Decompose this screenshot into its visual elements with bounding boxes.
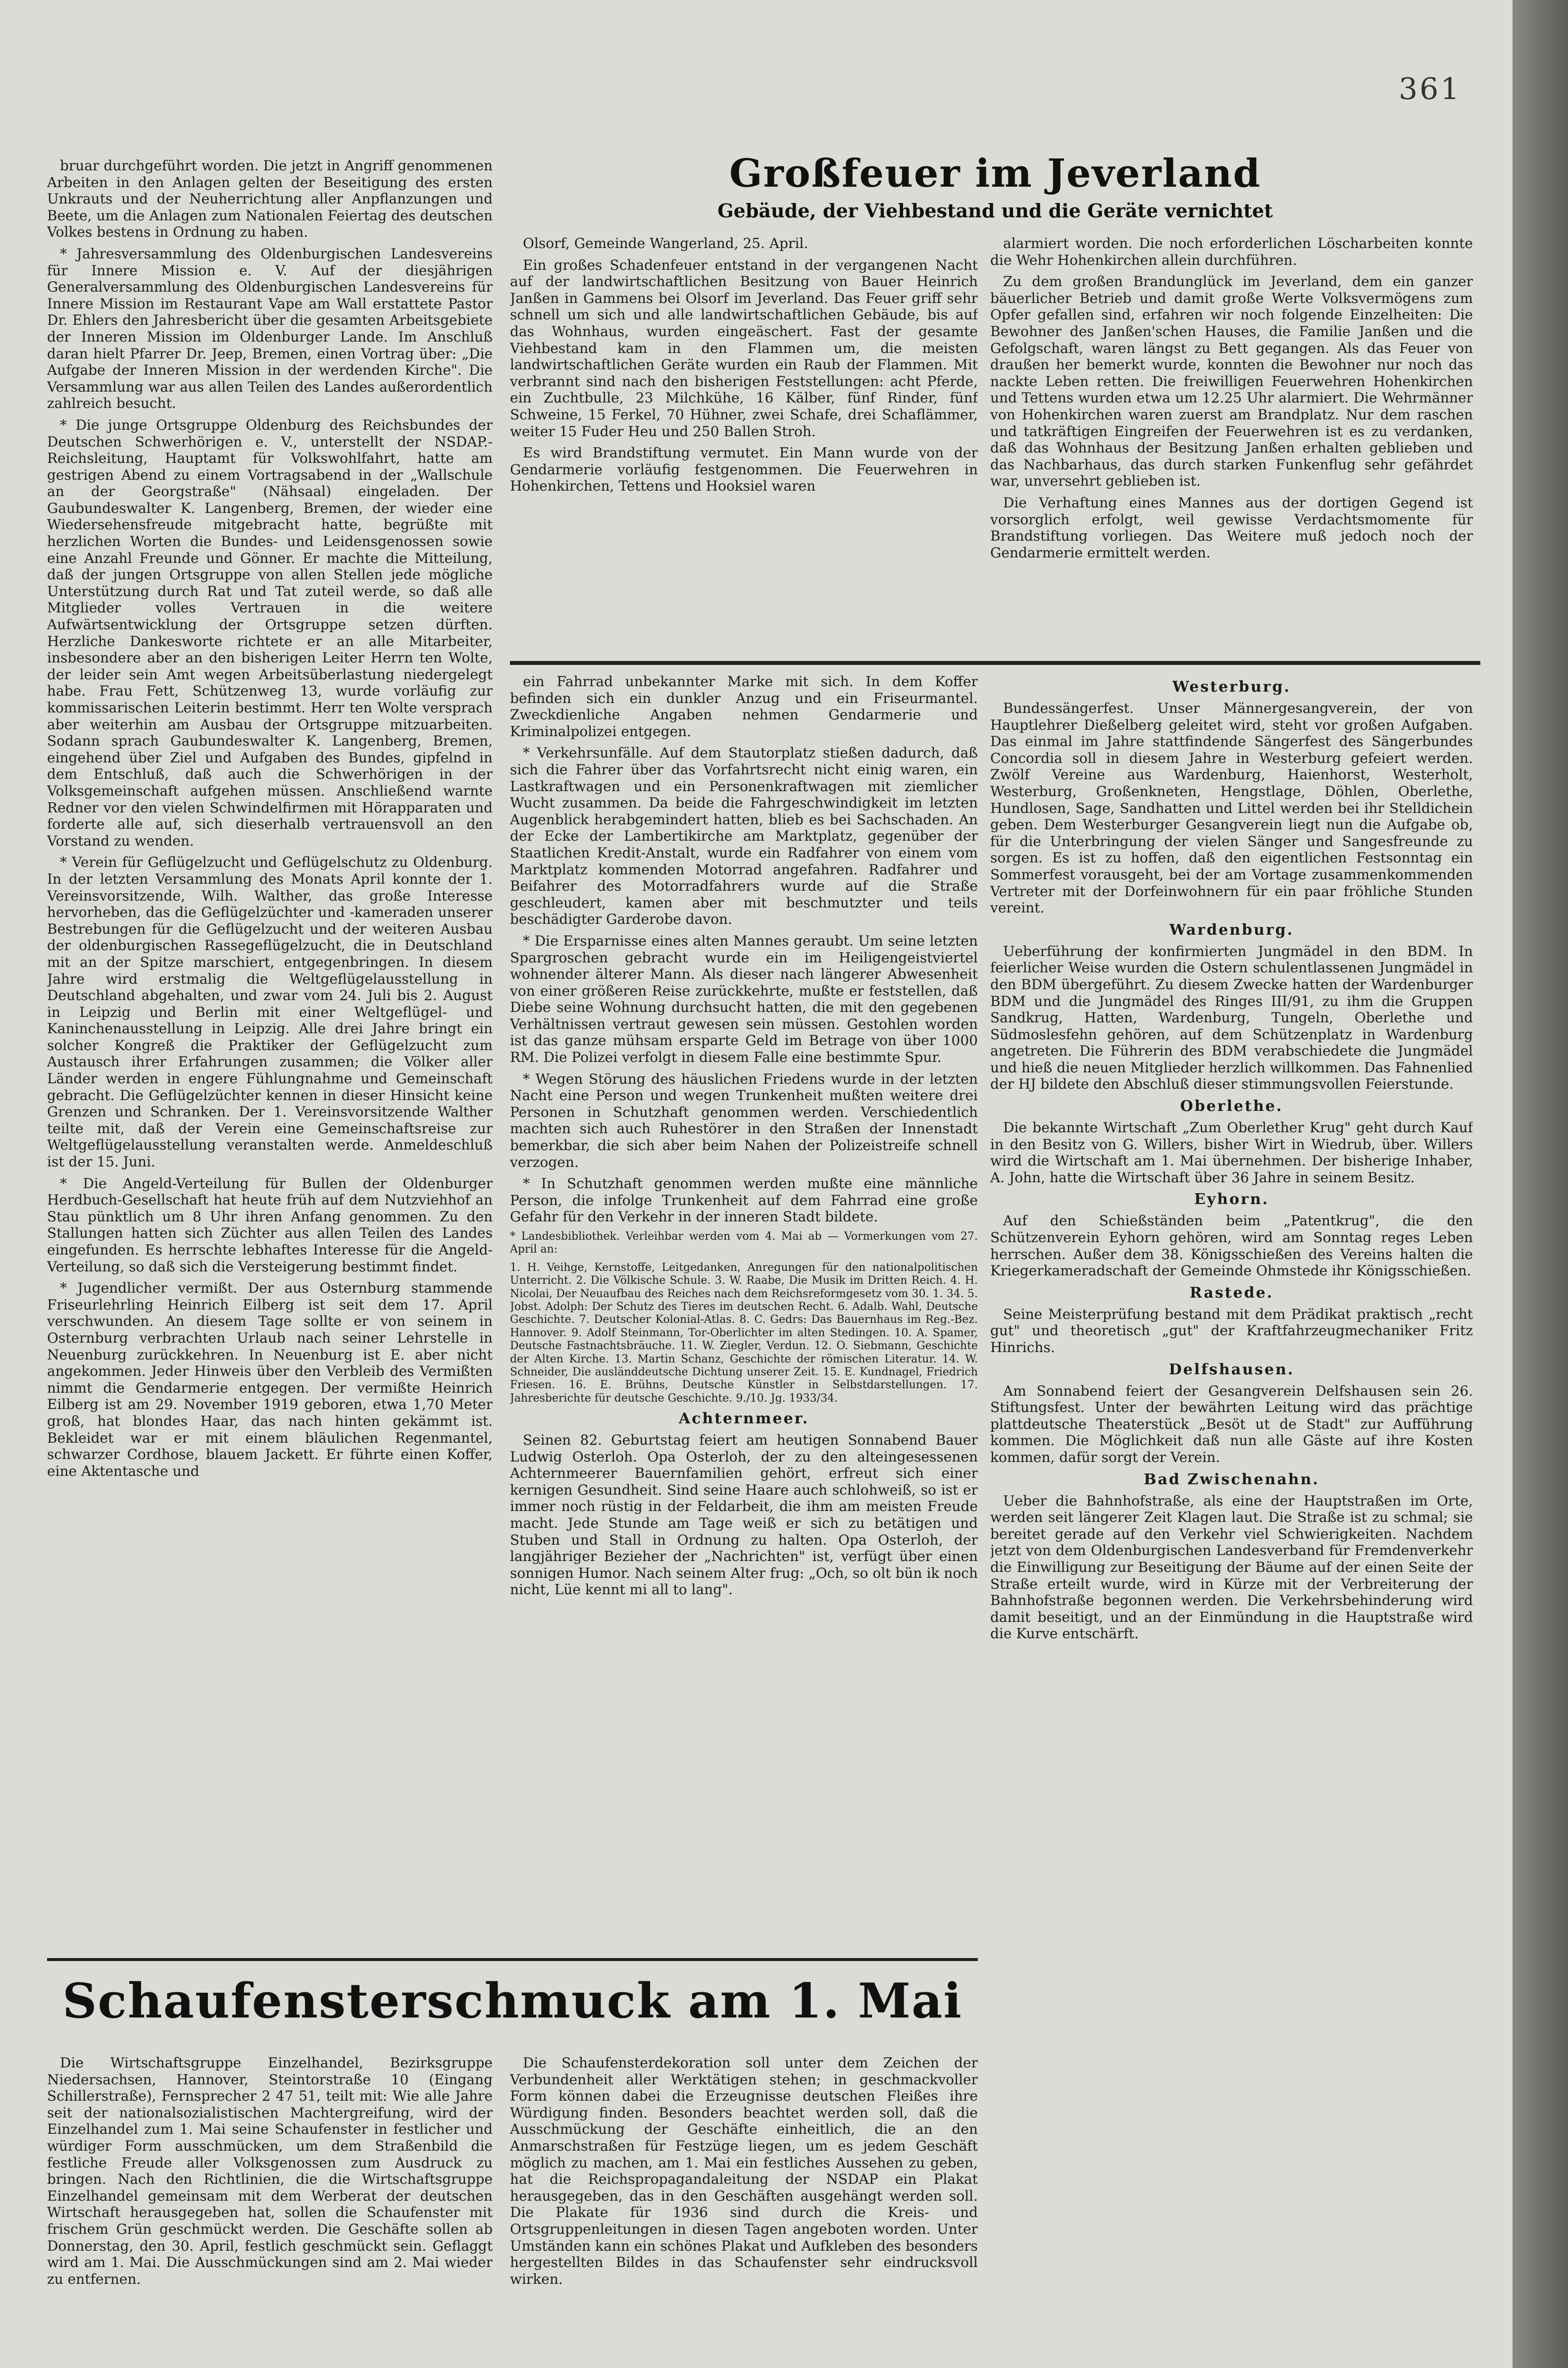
paragraph: * Die Ersparnisse eines alten Mannes geraubt. Um seine letzten Spargroschen gebracht wurde ein im Heiligengeistviertel wohnender älterer Mann. Als dieser nach längerer Abwesenheit von einer größeren Reise zurückkehrte, mußte er feststellen, daß Diebe seine Wohnung durchsucht hatten, die mit den gegebenen Verhältnissen vertraut gewesen sein müssen. Gestohlen worden ist das ganze mühsam ersparte Geld im Betrage von über 1000 RM. Die Polizei verfolgt in diesem Falle eine bestimmte Spur.: [510, 932, 978, 1066]
paragraph: bruar durchgeführt worden. Die jetzt in Angriff genommenen Arbeiten in den Anlagen gelten der Beseitigung des ersten Unkrauts und der Neuherrichtung aller Anpflanzungen und Beete, um die Anlagen zum Nationalen Feiertag des deutschen Volkes bestens in Ordnung zu haben.: [47, 157, 493, 241]
paragraph: Seine Meisterprüfung bestand mit dem Prädikat praktisch „recht gut" und theoretisch „gut" der Kraftfahrzeugmechaniker Fritz Hinrichs.: [990, 1306, 1473, 1356]
paragraph: Ueberführung der konfirmierten Jungmädel in den BDM. In feierlicher Weise wurden die Ostern schulentlassenen Jungmädel in den BDM übergeführt. Zu diesem Zwecke hatten der Wardenburger BDM und die Jungmädel des Ringes III/91, zu ihm die Gruppen Sandkrug, Hatten, Wardenburg, Tungeln, Oberlethe und Südmoslesfehn gehören, auf dem Schützenplatz in Wardenburg angetreten. Die Führerin des BDM verabschiedete die Jungmädel und hieß die neuen Mitglieder herzlich willkommen. Das Fahnenlied der HJ bildete den Abschluß dieser stimmungsvollen Feierstunde.: [990, 943, 1473, 1093]
paragraph: Es wird Brandstiftung vermutet. Ein Mann wurde von der Gendarmerie vorläufig festgenommen. Die Feuerwehren in Hohenkirchen, Tettens und Hooksiel waren: [510, 445, 978, 495]
feature-column-a: [510, 235, 978, 654]
paragraph: Ueber die Bahnhofstraße, als eine der Hauptstraßen im Orte, werden seit längerer Zeit Klagen laut. Die Straße ist zu schmal; sie bereitet gerade auf den Verkehr viel Schwierigkeiten. Nachdem jetzt von dem Oldenburgischen Landesverband für Fremdenverkehr die Einwilligung zur Beseitigung der Bäume auf der einen Seite der Straße erteilt wurde, wird in Kürze mit der Verbreiterung der Bahnhofstraße begonnen werden. Die Verkehrsbehinderung wird damit beseitigt, und an der Einmündung in die Hauptstraße wird die Kurve entschärft.: [990, 1492, 1473, 1642]
section-heading: Westerburg.: [1172, 678, 1291, 696]
section-heading: Wardenburg.: [1169, 921, 1294, 939]
paragraph: ein Fahrrad unbekannter Marke mit sich. In dem Koffer befinden sich ein dunkler Anzug und ein Friseurmantel. Zweckdienliche Angaben nehmen Gendarmerie und Kriminalpolizei entgegen.: [510, 673, 978, 740]
paragraph: * Jugendlicher vermißt. Der aus Osternburg stammende Friseurlehrling Heinrich Eilberg ist seit dem 17. April verschwunden. An diesem Tage sollte er von seinem in Osternburg verbrachten Urlaub nach seiner Lehrstelle in Neuenburg zurückkehren. In Neuenburg ist E. aber nicht angekommen. Jeder Hinweis über den Verbleib des Vermißten nimmt die Gendarmerie entgegen. Der vermißte Heinrich Eilberg ist am 29. November 1919 geboren, etwa 1,70 Meter groß, hat blondes Haar, das nach hinten gekämmt ist. Bekleidet war er mit einem bläulichen Regenmantel, schwarzer Cordhose, blauem Jackett. Er führte einen Koffer, eine Aktentasche und: [47, 1280, 493, 1479]
paragraph: Die Verhaftung eines Mannes aus der dortigen Gegend ist vorsorglich erfolgt, weil gewisse Verdachtsmomente für Brandstiftung vorliegen. Das Weitere muß jedoch noch der Gendarmerie ermittelt werden.: [990, 494, 1473, 561]
section-heading: Oberlethe.: [1180, 1098, 1283, 1115]
paragraph: Die bekannte Wirtschaft „Zum Oberlether Krug" geht durch Kauf in den Besitz von G. Willers, bisher Wirt in Wiedrub, über. Willers wird die Wirtschaft am 1. Mai übernehmen. Der bisherige Inhaber, A. John, hatte die Wirtschaft über 36 Jahre in seinem Besitz.: [990, 1119, 1473, 1186]
paragraph: Ein großes Schadenfeuer entstand in der vergangenen Nacht auf der landwirtschaftlichen Besitzung von Bauer Heinrich Janßen in Gammens bei Olsorf im Jeverland. Das Feuer griff sehr schnell um sich und alle landwirtschaftlichen Gebäude, bis auf das Wohnhaus, wurden eingeäschert. Fast der gesamte Viehbestand kam in den Flammen um, die meisten landwirtschaftlichen Geräte wurden ein Raub der Flammen. Mit verbrannt sind nach den bisherigen Feststellungen: acht Pferde, ein Zuchtbulle, 23 Milchkühe, 16 Kälber, fünf Rinder, fünf Schweine, 15 Ferkel, 70 Hühner, zwei Schafe, drei Schaflämmer, weiter 15 Fuder Heu und 250 Ballen Stroh.: [510, 256, 978, 440]
paragraph: * Landesbibliothek. Verleihbar werden vom 4. Mai ab — Vormerkungen vom 27. April an:: [510, 1230, 978, 1256]
paragraph: * In Schutzhaft genommen werden mußte eine männliche Person, die infolge Trunkenheit auf dem Fahrrad eine große Gefahr für den Verkehr in der inneren Stadt bildete.: [510, 1175, 978, 1225]
paragraph: * Verein für Geflügelzucht und Geflügelschutz zu Oldenburg. In der letzten Versammlung des Monats April konnte der 1. Vereinsvorsitzende, Wilh. Walther, das große Interesse hervorheben, das die Geflügelzüchter und -kameraden unserer Bestrebungen für die Geflügelzucht und der weiteren Ausbau der oldenburgischen Rassegeflügelzucht, die in Deutschland mit an der Spitze marschiert, entgegenbringen. In diesem Jahre wird erstmalig die Weltgeflügelausstellung in Deutschland abgehalten, und zwar vom 24. Juli bis 2. August in Leipzig und Berlin mit einer Weltgeflügel- und Kaninchenausstellung in Leipzig. Alle drei Jahre bringt ein solcher Kongreß die Praktiker der Geflügelzucht zum Austausch ihrer Erfahrungen zusammen; die Völker aller Länder werden in engere Fühlungnahme und Gemeinschaft gebracht. Die Geflügelzüchter kennen in dieser Hinsicht keine Grenzen und Schranken. Der 1. Vereinsvorsitzende Walther teilte mit, daß der Verein eine Gemeinschaftsreise zur Weltgeflügelausstellung veranstalten werde. Anmeldeschluß ist der 15. Juni.: [47, 854, 493, 1170]
paragraph: * Verkehrsunfälle. Auf dem Stautorplatz stießen dadurch, daß sich die Fahrer über das Vorfahrtsrecht nicht einig waren, ein Lastkraftwagen und ein Personenkraftwagen mit ziemlicher Wucht zusammen. Da beide die Fahrgeschwindigkeit im letzten Augenblick herabgemindert hatten, blieb es bei Sachschaden. An der Ecke der Lambertikirche am Marktplatz, gegenüber der Staatlichen Kredit-Anstalt, wurde ein Radfahrer von einem vom Marktplatz kommenden Motorrad angefahren. Radfahrer und Beifahrer des Motorradfahrers wurde auf die Straße geschleudert, kamen aber mit beschmutzter und teils beschädigter Garderobe davon.: [510, 745, 978, 928]
paragraph: Die Schaufensterdekoration soll unter dem Zeichen der Verbundenheit aller Werktätigen stehen; in geschmackvoller Form können dabei die Erzeugnisse deutschen Fleißes ihre Würdigung finden. Besonders beachtet werden soll, daß die Ausschmückung der Geschäfte einheitlich, die an den Anmarschstraßen für Festzüge liegen, um es jedem Geschäft möglich zu machen, am 1. Mai ein festliches Aussehen zu geben, hat die Reichspropagandaleitung der NSDAP ein Plakat herausgegeben, das in den Geschäften ausgehängt werden soll. Die Plakate für 1936 sind durch die Kreis- und Ortsgruppenleitungen in diesen Tagen angeboten worden. Unter Umständen kann ein schönes Plakat und Aufkleben des besonders hergestellten Bildes in das Schaufenster sehr eindrucksvoll wirken.: [510, 2055, 978, 2287]
paragraph: Am Sonnabend feiert der Gesangverein Delfshausen sein 26. Stiftungsfest. Unter der bewährten Leitung wird das prächtige plattdeutsche Theaterstück „Besöt ut de Stadt" zur Aufführung kommen. Die Möglichkeit daß nun alle Gäste auf ihre Kosten kommen, dafür sorgt der Verein.: [990, 1382, 1473, 1465]
paragraph: Auf den Schießständen beim „Patentkrug", die den Schützenverein Eyhorn gehören, wird am Sonntag reges Leben herrschen. Außer dem 38. Königsschießen des Vereins halten die Kriegerkameradschaft der Gemeinde Ohmstede ihr Königsschießen.: [990, 1212, 1473, 1279]
feature-column-b: [990, 235, 1473, 654]
paragraph: * Wegen Störung des häuslichen Friedens wurde in der letzten Nacht eine Person und wegen Trunkenheit mußten weitere drei Personen in Schutzhaft genommen werden. Verschiedentlich machten sich auch Ruhestörer in den Straßen der Innenstadt bemerkbar, die sich aber beim Nahen der Polizeistreife schnell verzogen.: [510, 1070, 978, 1170]
feature-rule: [510, 661, 1480, 665]
bottom-rule: [47, 1958, 978, 1961]
section-heading: Delfshausen.: [1168, 1360, 1295, 1378]
section-heading: Achternmeer.: [678, 1410, 809, 1428]
paragraph: * Die Angeld-Verteilung für Bullen der Oldenburger Herdbuch-Gesellschaft hat heute früh auf dem Nutzviehhof an Stau pünktlich um 8 Uhr ihren Anfang genommen. Zu den Stallungen hatten sich Züchter aus allen Teilen des Landes eingefunden. Es herrschte lebhaftes Interesse für die Angeld-Verteilung, so daß sich die Versteigerung bestimmt findet.: [47, 1175, 493, 1275]
paragraph: Olsorf, Gemeinde Wangerland, 25. April.: [523, 235, 809, 252]
feature-subheadline: Gebäude, der Viehbestand und die Geräte vernichtet: [717, 200, 1273, 222]
paragraph: Zu dem großen Brandunglück im Jeverland, dem ein ganzer bäuerlicher Betrieb und damit große Werte Volksvermögens zum Opfer gefallen sind, erfahren wir noch folgende Einzelheiten: Die Bewohner des Janßen'schen Hauses, die Familie Janßen und die Gefolgschaft, waren längst zu Bett gegangen. Als das Feuer von draußen her bemerkt wurde, konnten die Bewohner nur noch das nackte Leben retten. Die freiwilligen Feuerwehren Hohenkirchen und Tettens wurden etwa um 12.25 Uhr alarmiert. Die Wehrmänner von Hohenkirchen waren zuerst am Brandplatz. Nur dem raschen und tatkräftigen Eingreifen der Feuerwehren ist es zu verdanken, daß das Wohnhaus der Besitzung Janßen erhalten geblieben und das Nachbarhaus, das durch starken Funkenflug sehr gefährdet war, unversehrt geblieben ist.: [990, 273, 1473, 490]
paragraph: Die Wirtschaftsgruppe Einzelhandel, Bezirksgruppe Niedersachsen, Hannover, Steintorstraße 10 (Eingang Schillerstraße), Fernsprecher 2 47 51, teilt mit: Wie alle Jahre seit der nationalsozialistischen Machtergreifung, wird der Einzelhandel zum 1. Mai seine Schaufenster in festlicher und würdiger Form ausschmücken, um dem Straßenbild die festliche Freude aller Volksgenossen zum Ausdruck zu bringen. Nach den Richtlinien, die die Wirtschaftsgruppe Einzelhandel gemeinsam mit dem Werberat der deutschen Wirtschaft herausgegeben hat, sollen die Schaufenster mit frischem Grün geschmückt werden. Die Geschäfte sollen ab Donnerstag, den 30. April, festlich geschmückt sein. Geflaggt wird am 1. Mai. Die Ausschmückungen sind am 2. Mai wieder zu entfernen.: [47, 2055, 493, 2287]
paragraph: alarmiert worden. Die noch erforderlichen Löscharbeiten konnte die Wehr Hohenkirchen allein durchführen.: [990, 235, 1473, 268]
feature-headline: Großfeuer im Jeverland: [729, 151, 1262, 196]
paragraph: 1. H. Veihge, Kernstoffe, Leitgedanken, Anregungen für den nationalpolitischen Unterricht. 2. Die Völkische Schule. 3. W. Raabe, Die Musik im Dritten Reich. 4. H. Nicolai, Der Neuaufbau des Reiches nach dem Reichsreformgesetz vom 30. 1. 34. 5. Jobst. Adolph: Der Schutz des Tieres im deutschen Recht. 6. Adalb. Wahl, Deutsche Geschichte. 7. Deutscher Kolonial-Atlas. 8. C. Gedrs: Das Bauernhaus im Reg.-Bez. Hannover. 9. Adolf Steinmann, Tor-Oberlichter im alten Stedingen. 10. A. Spamer, Deutsche Fastnachtsbräuche. 11. W. Ziegler, Verdun. 12. O. Siebmann, Geschichte der Alten Kirche. 13. Martin Schanz, Geschichte der römischen Literatur. 14. W. Schneider, Die ausländdeutsche Dichtung unserer Zeit. 15. E. Kundnagel, Friedrich Friesen. 16. E. Brühns, Deutsche Künstler in Selbstdarstellungen. 17. Jahresberichte für deutsche Geschichte. 9./10. Jg. 1933/34.: [510, 1261, 978, 1405]
column-right: [990, 673, 1473, 2354]
section-heading: Rastede.: [1189, 1284, 1274, 1302]
paragraph: Bundessängerfest. Unser Männergesangverein, der von Hauptlehrer Dießelberg geleitet wird, steht vor großen Aufgaben. Das einmal im Jahre stattfindende Sängerfest des Sängerbundes Concordia soll in diesem Jahre in Westerburg gefeiert werden. Zwölf Vereine aus Wardenburg, Haienhorst, Westerholt, Westerburg, Großenkneten, Hengstlage, Döhlen, Oberlethe, Hundlosen, Sage, Sandhatten und Littel werden bei ihr Stelldichein geben. Dem Westerburger Gesangverein liegt nun die Aufgabe ob, für die Unterbringung der vielen Sänger und Sangesfreunde zu sorgen. Es ist zu hoffen, daß den eigentlichen Festsonntag ein Sommerfest vorausgeht, bei der am Vortage zusammenkommenden Vertreter mit der Dorfeinwohnern für ein paar fröhliche Stunden vereint.: [990, 700, 1473, 916]
paragraph: * Die junge Ortsgruppe Oldenburg des Reichsbundes der Deutschen Schwerhörigen e. V., unterstellt der NSDAP.-Reichsleitung, Hauptamt für Volkswohlfahrt, hatte am gestrigen Abend zu einem Vortragsabend in der „Wallschule an der Georgstraße" (Nähsaal) eingeladen. Der Gaubundeswalter K. Langenberg, Bremen, der wieder eine Wiedersehensfreude mitgebracht hatte, begrüßte mit herzlichen Worten die Bundes- und Leidensgenossen sowie eine Anzahl Freunde und Gönner. Er machte die Mitteilung, daß der jungen Ortsgruppe von allen Stellen jede mögliche Unterstützung durch Rat und Tat zuteil werde, so daß alle Mitglieder volles Vertrauen in die weitere Aufwärtsentwicklung der Ortsgruppe setzen dürften. Herzliche Dankesworte richtete er an alle Mitarbeiter, insbesondere aber an den bisherigen Leiter Herrn ten Wolte, der leider sein Amt wegen Arbeitsüberlastung niedergelegt habe. Frau Fett, Schützenweg 13, wurde vorläufig zur kommissarischen Leiterin bestimmt. Herr ten Wolte versprach aber weiterhin am Ausbau der Ortsgruppe mitzuarbeiten. Sodann sprach Gaubundeswalter K. Langenberg, Bremen, eingehend über Ziel und Aufgaben des Bundes, gipfelnd in dem Entschluß, daß auch die Schwerhörigen in der Volksgemeinschaft aufgehen müssen. Anschließend warnte Redner vor den vielen Schwindelfirmen mit Hörapparaten und forderte alle auf, sich dieserhalb vertrauensvoll an den Vorstand zu wenden.: [47, 416, 493, 849]
section-heading: Eyhorn.: [1194, 1191, 1269, 1209]
bottom-headline: Schaufensterschmuck am 1. Mai: [62, 1973, 962, 2029]
paragraph: * Jahresversammlung des Oldenburgischen Landesvereins für Innere Mission e. V. Auf der diesjährigen Generalversammlung des Oldenburgischen Landesvereins für Innere Mission im Restaurant Vape am Wall erstattete Pastor Dr. Ehlers den Jahresbericht über die gesamten Arbeitsgebiete der Inneren Mission im Oldenburger Lande. Im Anschluß daran hielt Pfarrer Dr. Jeep, Bremen, einen Vortrag über: „Die Aufgabe der Inneren Mission in der werdenden Kirche". Die Versammlung war aus allen Teilen des Landes außerordentlich zahlreich besucht.: [47, 245, 493, 412]
bottom-column-a: [47, 2055, 493, 2357]
paragraph: Seinen 82. Geburtstag feiert am heutigen Sonnabend Bauer Ludwig Osterloh. Opa Osterloh, der zu den alteingesessenen Achternmeerer Bauernfamilien gehört, erfreut sich einer kernigen Gesundheit. Sind seine Haare auch schlohweiß, so ist er immer noch rüstig in der Feldarbeit, die ihm am meisten Freude macht. Jede Stunde am Tage weiß er sich zu betätigen und Stuben und Stall in Ordnung zu halten. Opa Osterloh, der langjähriger Bezieher der „Nachrichten" ist, verfügt über einen sonnigen Humor. Nach seinem Alter frug: „Och, so olt bün ik noch nicht, Lüe kennt mi all to lang".: [510, 1432, 978, 1598]
page-edge: [1513, 0, 1568, 2368]
column-middle: [510, 673, 978, 1956]
section-heading: Bad Zwischenahn.: [1144, 1470, 1319, 1488]
page-number: 361: [1399, 72, 1462, 106]
column-left: [47, 157, 493, 1937]
bottom-column-b: [510, 2055, 978, 2357]
